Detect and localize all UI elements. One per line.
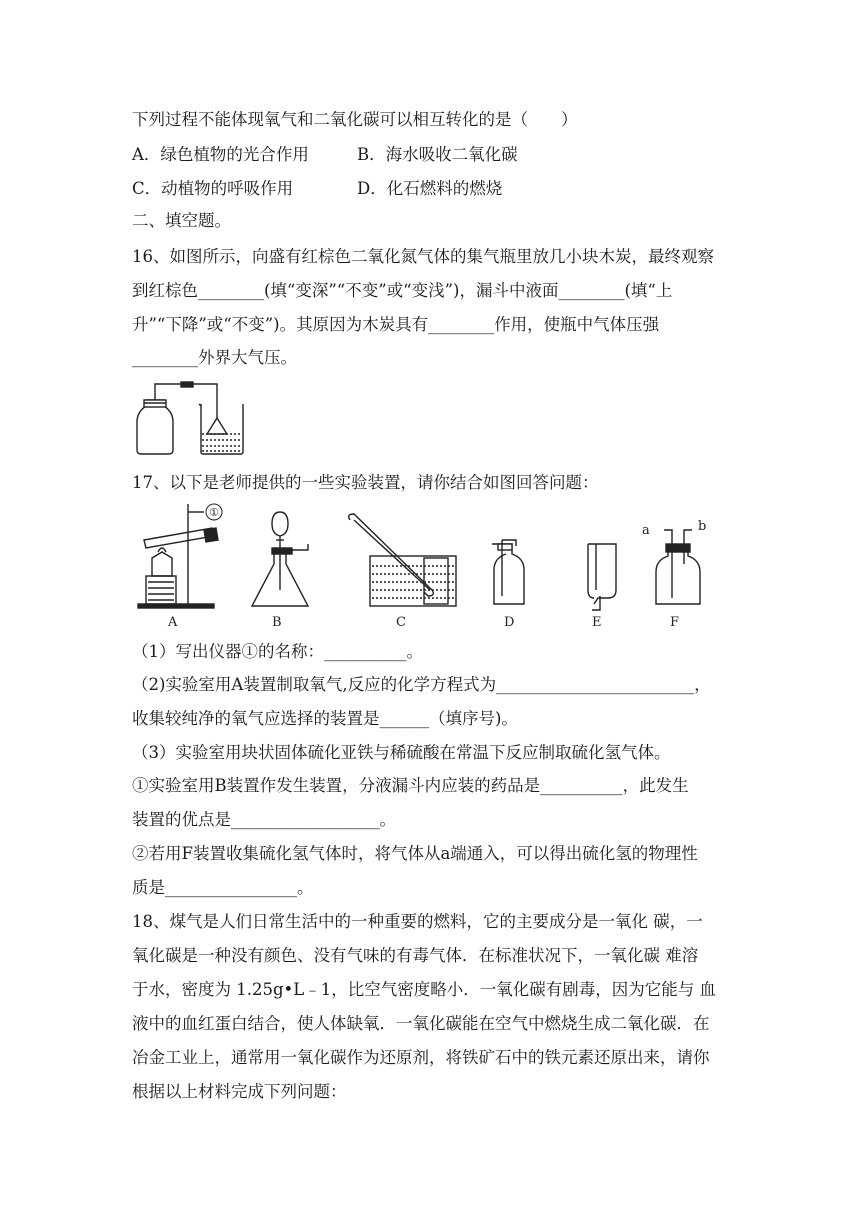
label-d: D <box>504 615 515 630</box>
q16-line-3: 升”“下降”或“不变”)。其原因为木炭具有________作用，使瓶中气体压强 <box>132 315 660 334</box>
q15-option-b: B．海水吸收二氧化碳 <box>357 145 518 164</box>
label-e: E <box>592 615 602 630</box>
q18-line-4: 液中的血红蛋白结合，使人体缺氧．一氧化碳能在空气中燃烧生成二氧化碳．在 <box>132 1014 710 1033</box>
q15-stem: 下列过程不能体现氧气和二氧化碳可以相互转化的是（ ） <box>132 110 578 129</box>
q17-line-1: （1）写出仪器①的名称：__________。 <box>132 642 423 661</box>
q18-line-5: 冶金工业上，通常用一氧化碳作为还原剂，将铁矿石中的铁元素还原出来，请你 <box>132 1048 710 1067</box>
q17-line-3: 收集较纯净的氧气应选择的装置是______（填序号)。 <box>132 709 518 728</box>
q17-line-6: 装置的优点是__________________。 <box>132 810 396 829</box>
q16-apparatus-figure <box>135 378 250 456</box>
q15-option-c: C．动植物的呼吸作用 <box>132 179 294 198</box>
q18-line-6: 根据以上材料完成下列问题： <box>132 1082 347 1101</box>
q16-line-4: ________外界大气压。 <box>132 348 297 367</box>
q17-apparatus-figure <box>132 500 732 635</box>
apparatus-e <box>588 544 616 610</box>
apparatus-c <box>349 514 456 606</box>
q17-line-2: （2)实验室用A装置制取氧气,反应的化学方程式为________________________， <box>132 675 711 694</box>
q16-line-1: 16、如图所示，向盛有红棕色二氧化氮气体的集气瓶里放几小块木炭，最终观察 <box>132 247 714 266</box>
section-heading: 二、填空题。 <box>132 211 231 230</box>
q17-line-7: ②若用F装置收集硫化氢气体时，将气体从a端通入，可以得出硫化氢的物理性 <box>132 844 698 863</box>
label-b: B <box>272 615 282 630</box>
apparatus-d <box>492 540 524 604</box>
q15-option-a: A．绿色植物的光合作用 <box>132 145 309 164</box>
label-a: A <box>168 615 178 630</box>
apparatus-a <box>138 504 218 608</box>
port-b-label: b <box>698 519 707 534</box>
marker-1: ① <box>209 506 219 519</box>
apparatus-f <box>656 530 700 604</box>
apparatus-b <box>252 512 308 606</box>
q15-option-d: D．化石燃料的燃烧 <box>357 179 503 198</box>
q17-line-4: （3）实验室用块状固体硫化亚铁与稀硫酸在常温下反应制取硫化氢气体。 <box>132 743 671 762</box>
q17-line-5: ①实验室用B装置作发生装置，分液漏斗内应装的药品是__________，此发生 <box>132 776 689 795</box>
q16-line-2: 到红棕色________(填“变深”“不变”或“变浅”)，漏斗中液面________(填“上 <box>132 281 673 300</box>
label-c: C <box>396 615 406 630</box>
port-a-label: a <box>642 523 650 538</box>
q17-line-8: 质是________________。 <box>132 878 314 897</box>
q18-line-3: 于水，密度为 1.25g•L﹣1，比空气密度略小．一氧化碳有剧毒，因为它能与 血 <box>132 980 716 999</box>
label-f: F <box>670 615 680 630</box>
q17-stem: 17、以下是老师提供的一些实验装置，请你结合如图回答问题： <box>132 473 599 492</box>
q18-line-1: 18、煤气是人们日常生活中的一种重要的燃料，它的主要成分是一氧化 碳，一 <box>132 912 703 931</box>
q18-line-2: 氧化碳是一种没有颜色、没有气味的有毒气体．在标准状况下，一氧化碳 难溶 <box>132 946 699 965</box>
